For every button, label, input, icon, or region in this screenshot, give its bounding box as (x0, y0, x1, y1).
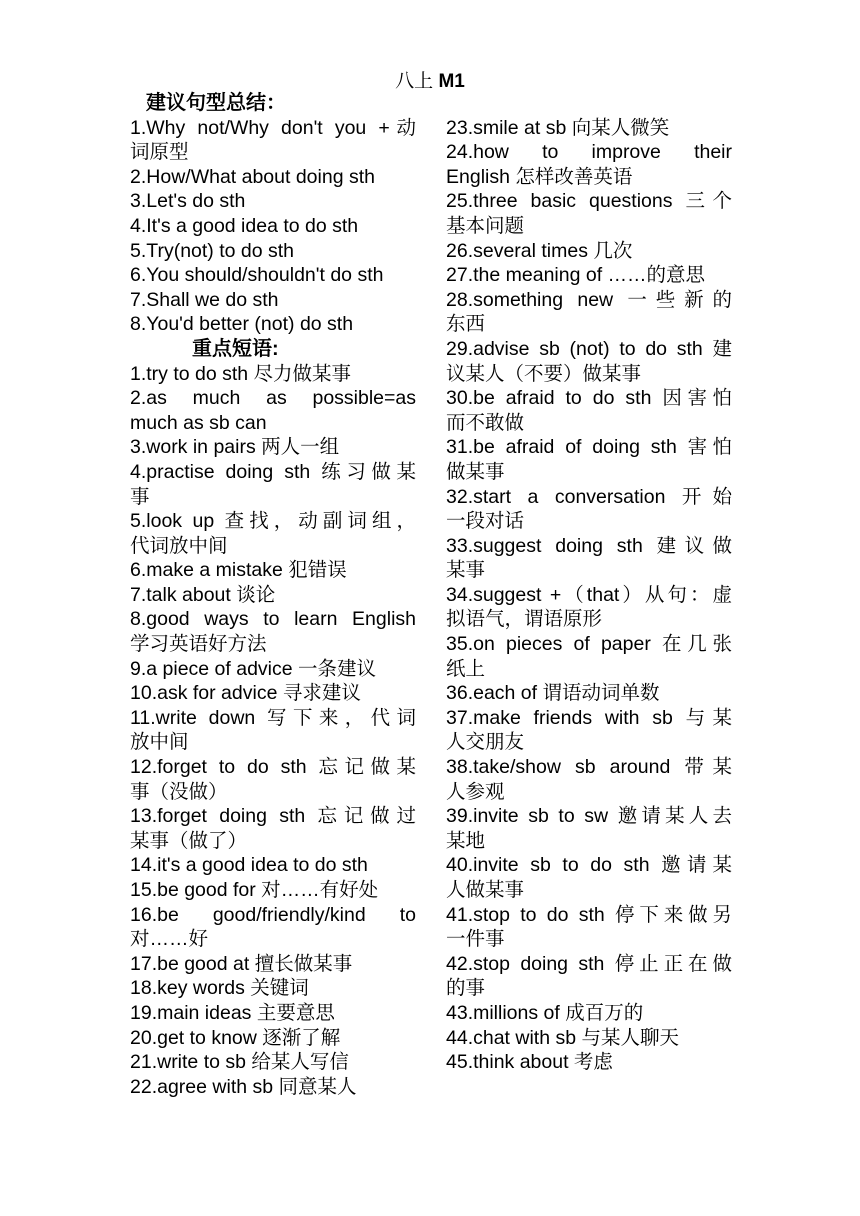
text-line: 10.ask for advice 寻求建议 (130, 682, 361, 705)
text-line: 7.Shall we do sth (130, 288, 279, 311)
text-line: 11.write down 写下来，代词 (130, 706, 416, 729)
text-line: 6.make a mistake 犯错误 (130, 559, 347, 582)
text-line: 31.be afraid of doing sth 害怕 (446, 436, 732, 459)
text-line: 东西 (446, 313, 486, 336)
text-line (446, 91, 732, 116)
text-line: 34.suggest +（that）从句：虚 (446, 583, 732, 606)
text-line: 8.You'd better (not) do sth (130, 313, 354, 336)
text-line: 19.main ideas 主要意思 (130, 1001, 335, 1024)
text-line: 27.the meaning of ……的意思 (446, 264, 706, 287)
text-line: 32.start a conversation 开始 (446, 485, 732, 508)
text-line: 41.stop to do sth 停下来做另 (446, 903, 732, 926)
text-line: 纸上 (446, 657, 486, 680)
text-line: 17.be good at 擅长做某事 (130, 952, 353, 975)
section-heading: 建议句型总结： (146, 92, 286, 114)
text-line: 39.invite sb to sw 邀请某人去 (446, 805, 732, 828)
text-line: English 怎样改善英语 (446, 165, 633, 188)
text-line: 37.make friends with sb 与某 (446, 706, 732, 729)
text-line: 22.agree with sb 同意某人 (130, 1075, 357, 1098)
text-line: 23.smile at sb 向某人微笑 (446, 116, 670, 139)
text-line: 一段对话 (446, 510, 525, 533)
text-line: 16.be good/friendly/kind to (130, 903, 416, 926)
text-line: 20.get to know 逐渐了解 (130, 1026, 341, 1049)
text-line: 42.stop doing sth 停止正在做 (446, 952, 732, 975)
text-line: 33.suggest doing sth 建议做 (446, 534, 732, 557)
text-line: 的事 (446, 977, 486, 1000)
text-line: 事（没做） (130, 780, 228, 803)
text-line: 21.write to sb 给某人写信 (130, 1051, 349, 1074)
text-line: 拟语气，谓语原形 (446, 608, 603, 631)
text-line: 30.be afraid to do sth 因害怕 (446, 387, 732, 410)
text-line: 4.It's a good idea to do sth (130, 214, 359, 237)
text-line: 人做某事 (446, 879, 525, 901)
text-line: 放中间 (130, 731, 189, 754)
text-line: 词原型 (130, 141, 189, 164)
text-line: 人交朋友 (446, 731, 525, 754)
text-line: 基本问题 (446, 214, 525, 237)
text-line: 36.each of 谓语动词单数 (446, 682, 660, 705)
text-line: 4.practise doing sth 练习做某 (130, 460, 416, 483)
text-line: 35.on pieces of paper 在几张 (446, 633, 732, 656)
text-line: 8.good ways to learn English (130, 608, 416, 631)
text-line: 25.three basic questions 三个 (446, 190, 732, 213)
text-line: 15.be good for 对……有好处 (130, 879, 379, 901)
text-line: 代词放中间 (130, 534, 228, 557)
text-line: 13.forget doing sth 忘记做过 (130, 805, 416, 828)
text-line: 18.key words 关键词 (130, 977, 309, 1000)
text-line: 9.a piece of advice 一条建议 (130, 657, 377, 680)
text-line: 1.try to do sth 尽力做某事 (130, 362, 352, 385)
text-line: 38.take/show sb around 带某 (446, 756, 732, 779)
text-line: 43.millions of 成百万的 (446, 1001, 644, 1024)
text-line: 一件事 (446, 928, 505, 951)
text-line: 26.several times 几次 (446, 239, 633, 262)
text-line: 3.Let's do sth (130, 190, 246, 213)
left-column (130, 91, 416, 1099)
text-line: 对……好 (130, 928, 209, 951)
text-line: 5.look up 查找，动副词组， (130, 510, 416, 533)
text-line: 某事（做了） (130, 829, 248, 852)
text-line: 某地 (446, 829, 486, 852)
text-line: 而不敢做 (446, 411, 525, 434)
text-line: 24.how to improve their (446, 141, 732, 164)
section-heading: 重点短语: (192, 337, 279, 360)
text-line: 2.as much as possible=as (130, 387, 416, 410)
page-title-code: M1 (438, 71, 465, 92)
text-line: 某事 (446, 559, 486, 582)
text-line: 学习英语好方法 (130, 633, 267, 656)
text-line: 12.forget to do sth 忘记做某 (130, 756, 416, 779)
text-line: 2.How/What about doing sth (130, 165, 375, 188)
text-line: 29.advise sb (not) to do sth 建 (446, 337, 732, 360)
text-line: 1.Why not/Why don't you +动 (130, 116, 416, 139)
text-line: 7.talk about 谈论 (130, 583, 276, 606)
text-line: 议某人（不要）做某事 (446, 362, 642, 385)
text-line: 3.work in pairs 两人一组 (130, 436, 340, 459)
text-line: 45.think about 考虑 (446, 1051, 613, 1074)
text-line: 事 (130, 485, 150, 508)
text-line: 14.it's a good idea to do sth (130, 854, 368, 877)
text-line: 5.Try(not) to do sth (130, 239, 295, 262)
text-line: 做某事 (446, 460, 505, 483)
text-line: 人参观 (446, 780, 505, 803)
text-line: 40.invite sb to do sth 邀请某 (446, 854, 732, 877)
text-line: 6.You should/shouldn't do sth (130, 264, 384, 287)
page-title-cn: 八上 (395, 71, 434, 92)
text-line: 44.chat with sb 与某人聊天 (446, 1026, 679, 1049)
right-column (446, 91, 732, 1075)
text-line: 28.something new 一些新的 (446, 288, 732, 311)
text-line: much as sb can (130, 411, 267, 434)
